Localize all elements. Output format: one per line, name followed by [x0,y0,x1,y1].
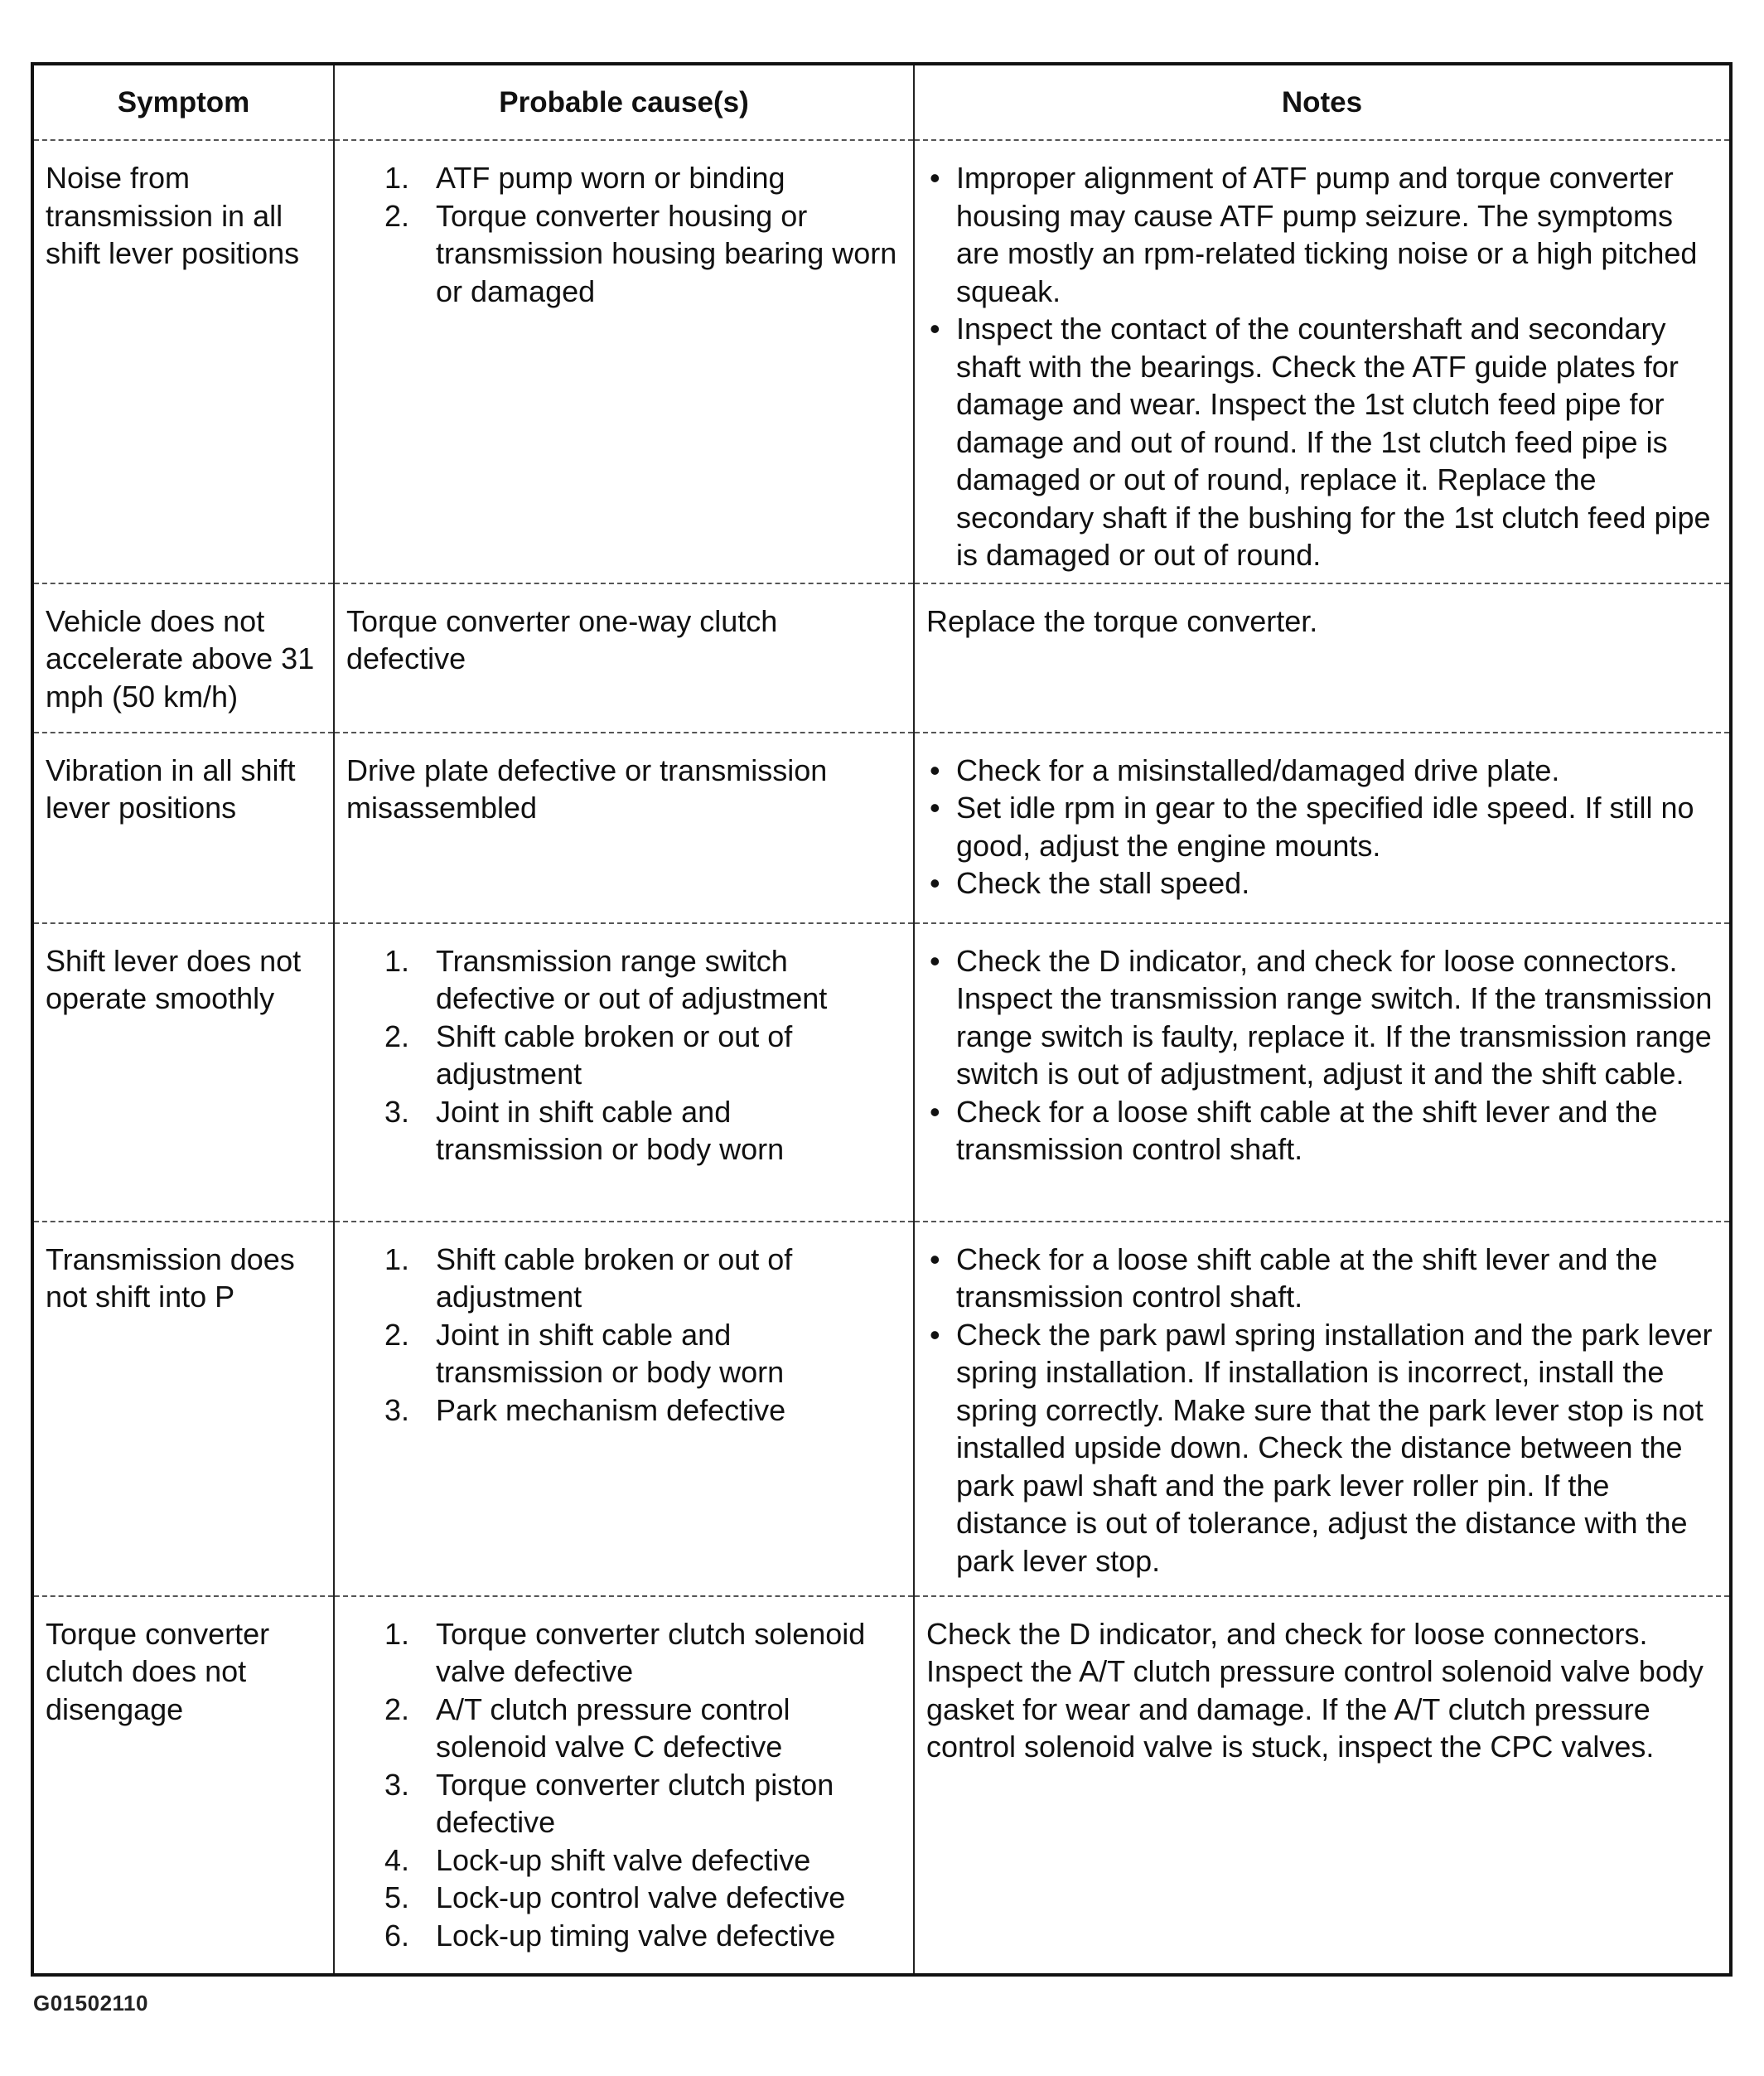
cause-item [384,197,905,311]
notes-list [926,752,1721,903]
note-text: Check the stall speed. [956,866,1250,900]
symptom-cell: Noise from transmission in all shift lever positions [46,161,300,270]
cause-cell [334,1596,914,1974]
cause-item [384,1766,905,1841]
figure-code: G01502110 [33,1991,148,2016]
cause-cell [334,140,914,583]
bullet-icon: • [930,312,940,346]
table-row [34,140,1729,583]
cause-text: Torque converter housing or transmission housing bearing worn or damaged [436,198,897,308]
notes-list [926,1241,1721,1580]
cause-text: Park mechanism defective [436,1392,786,1427]
symptom-cell: Shift lever does not operate smoothly [34,923,334,1222]
header-notes: Notes [914,65,1729,140]
note-text: Inspect the contact of the countershaft and secondary shaft with the bearings. Check the ATF guide plates for damage and wear. Inspect the 1st clutch feed pipe for damage and out of round. If the 1st clutch feed pipe is damaged or out of round, replace it. Replace the secondary shaft if the bushing for the 1st clutch feed pipe is damaged or out of round. [956,312,1711,572]
cause-item [384,159,905,197]
table-row [34,923,1729,1222]
note-text: Check the park pawl spring installation and the park lever spring installation. If installation is incorrect, install the spring correctly. Make sure that the park lever stop is not installed upside down. Check the distance between the park pawl shaft and the park lever roller pin. If the distance is out of tolerance, adjust the distance with the park lever stop. [956,1317,1713,1578]
notes-cell [914,140,1729,583]
header-probable-causes: Probable cause(s) [334,65,914,140]
bullet-icon: • [930,791,940,825]
notes-list [926,942,1721,1169]
cause-text: Transmission range switch defective or out of adjustment [436,943,828,1015]
note-text: Set idle rpm in gear to the specified idle speed. If still no good, adjust the engine mounts. [956,791,1694,863]
bullet-icon: • [930,943,940,978]
note-item [926,942,1721,1093]
cause-item [384,1615,905,1691]
cause-item [384,1241,905,1316]
cause-item [384,1879,905,1917]
symptom-cell: Vibration in all shift lever positions [34,733,334,923]
note-item [926,1241,1721,1316]
bullet-icon: • [930,1317,940,1352]
cause-number: 4. [384,1842,410,1877]
bullet-icon: • [930,161,940,195]
note-item [926,864,1721,903]
notes-cell: Replace the torque converter. [914,583,1729,733]
notes-cell [914,733,1729,923]
cause-number: 5. [384,1880,410,1914]
cause-text: Joint in shift cable and transmission or body worn [436,1094,785,1166]
symptom-cell: Vehicle does not accelerate above 31 mph (50 km/h) [34,583,334,733]
cause-number: 1. [384,943,410,978]
cause-number: 6. [384,1918,410,1953]
cause-text: Joint in shift cable and transmission or body worn [436,1317,785,1389]
notes-cell [914,1222,1729,1596]
cause-item [384,1093,905,1169]
notes-list [926,159,1721,574]
table-row [34,1222,1729,1596]
cause-number: 1. [384,161,410,195]
cause-item [384,1018,905,1093]
cause-text: A/T clutch pressure control solenoid valve C defective [436,1691,790,1764]
note-item [926,1316,1721,1580]
cause-list [346,159,905,310]
cause-number: 2. [384,1691,410,1726]
note-item [926,1093,1721,1169]
cause-cell: Torque converter one-way clutch defective [334,583,914,733]
cause-cell: Drive plate defective or transmission misassembled [334,733,914,923]
note-item [926,752,1721,790]
note-item [926,310,1721,574]
table-row [34,733,1729,923]
note-item [926,159,1721,310]
cause-item [384,1391,905,1430]
cause-number: 2. [384,1019,410,1053]
cause-text: Lock-up control valve defective [436,1880,846,1914]
cause-cell [334,1222,914,1596]
cause-item [384,942,905,1018]
cause-item [384,1316,905,1391]
cause-text: Torque converter clutch piston defective [436,1767,834,1839]
symptom-cell: Transmission does not shift into P [34,1222,334,1596]
bullet-icon: • [930,1094,940,1129]
cause-text: Shift cable broken or out of adjustment [436,1019,793,1091]
cause-cell [334,923,914,1222]
note-text: Check for a misinstalled/damaged drive plate. [956,752,1560,787]
cause-text: Shift cable broken or out of adjustment [436,1241,793,1314]
note-text: Check for a loose shift cable at the shift lever and the transmission control shaft. [956,1241,1658,1314]
cause-number: 3. [384,1392,410,1427]
note-text: Improper alignment of ATF pump and torque converter housing may cause ATF pump seizure. The symptoms are mostly an rpm-related ticking noise or a high pitched squeak. [956,161,1698,308]
cause-list [346,1241,905,1430]
cause-number: 1. [384,1616,410,1651]
troubleshooting-table-frame [31,62,1733,1977]
note-item [926,789,1721,864]
header-row [34,65,1729,140]
bullet-icon: • [930,1241,940,1276]
notes-cell [914,923,1729,1222]
bullet-icon: • [930,866,940,900]
notes-cell: Check the D indicator, and check for loose connectors. Inspect the A/T clutch pressure control solenoid valve body gasket for wear and damage. If the A/T clutch pressure control solenoid valve is stuck, inspect the CPC valves. [914,1596,1729,1974]
table-row [34,1596,1729,1974]
header-symptom: Symptom [34,65,334,140]
cause-item [384,1691,905,1766]
cause-item [384,1841,905,1880]
cause-text: Lock-up shift valve defective [436,1842,811,1877]
cause-list [346,942,905,1169]
symptom-cell: Torque converter clutch does not disengage [34,1596,334,1974]
cause-number: 1. [384,1241,410,1276]
cause-list [346,1615,905,1955]
cause-text: Torque converter clutch solenoid valve defective [436,1616,866,1688]
troubleshooting-table [34,65,1729,1973]
note-text: Check for a loose shift cable at the shift lever and the transmission control shaft. [956,1094,1658,1166]
note-text: Check the D indicator, and check for loose connectors. Inspect the transmission range switch. If the transmission range switch is faulty, replace it. If the transmission range switch is out of adjustment, adjust it and the shift cable. [956,943,1713,1091]
cause-number: 2. [384,198,410,233]
bullet-icon: • [930,752,940,787]
cause-number: 2. [384,1317,410,1352]
cause-number: 3. [384,1767,410,1802]
cause-item [384,1917,905,1955]
cause-text: Lock-up timing valve defective [436,1918,836,1953]
cause-text: ATF pump worn or binding [436,161,785,195]
table-row [34,583,1729,733]
cause-number: 3. [384,1094,410,1129]
